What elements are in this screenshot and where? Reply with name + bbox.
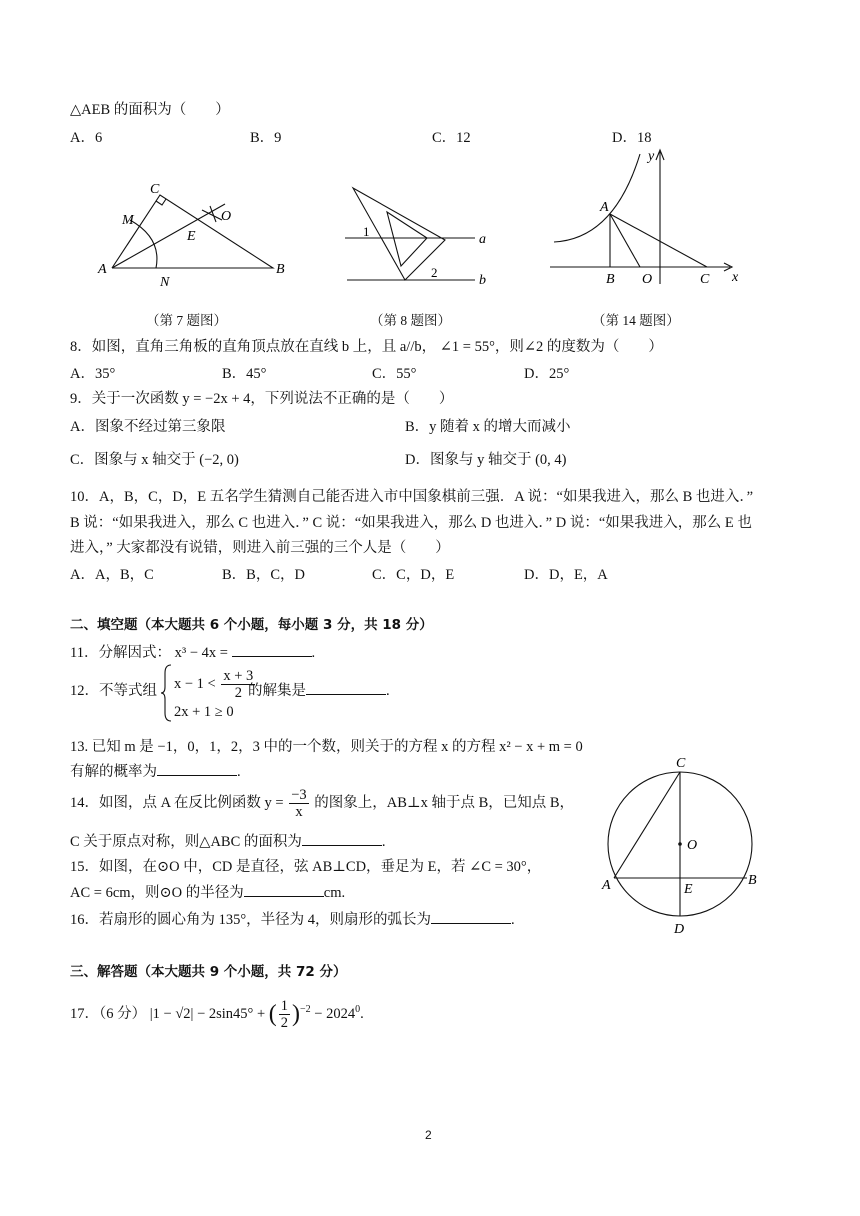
q10-option-c: C．C，D，E [372,567,455,583]
q17-end: . [360,1005,364,1022]
q13-line-2-text: 有解的概率为 [70,764,157,780]
q10-line-1: 10．A，B，C，D，E 五名学生猜测自己能否进入市中国象棋前三强．A 说：“如果我进入，那么 B 也进入．” [70,489,754,505]
fig15-label-b: B [748,873,757,888]
fig7-label-o: O [221,209,232,224]
q12-answer-blank[interactable] [306,682,386,695]
q8-text: 8．如图，直角三角板的直角顶点放在直线 b 上，且 a//b， ∠1 = 55°，则∠2 的度数为（ ） [70,339,663,355]
q17-prefix: 17．（6 分） [70,1005,147,1022]
fig7-label-e: E [187,229,196,244]
figure-8 [335,176,495,291]
q12-brace [160,663,174,723]
fig15-label-c: C [676,756,686,771]
q14-answer-blank[interactable] [302,833,382,846]
fig8-label-1: 1 [363,224,370,239]
q17-expr-b: − 2024 [314,1005,356,1022]
fig8-label-2: 2 [431,265,438,280]
q10-line-2: B 说：“如果我进入，那么 C 也进入．” C 说：“如果我进入，那么 D 也进入．” D 说：“如果我进入，那么 E 也 [70,515,752,531]
fig15-label-e: E [684,882,693,897]
q17-paren-open: ( [268,1001,277,1027]
q8-option-b: B．45° [222,366,267,382]
q12-ineq-1 [174,668,257,701]
q14-end: . [381,834,386,850]
q10-line-3: 进入，” 大家都没有说错，则进入前三强的三个人是（ ） [70,540,450,556]
q13-answer-blank[interactable] [157,763,237,776]
fig15-label-a: A [602,878,611,893]
q15-end: cm. [323,885,346,901]
q17-fraction [279,998,290,1031]
fig14-label-y: y [648,149,655,164]
figure-15 [598,750,768,936]
fig7-label-a: A [98,262,107,277]
q16-answer-blank[interactable] [431,911,511,924]
fig15-center-dot [678,842,682,846]
section-3-heading: 三、解答题（本大题共 9 个小题，共 72 分） [70,964,347,980]
q16 [70,908,515,929]
q14-line-2 [70,830,386,851]
q17 [70,998,364,1031]
q10-option-b: B．B，C，D [222,567,305,583]
q17-paren-close: ) [292,1001,301,1027]
q14-part2: 的图象上，AB⊥x 轴于点 B，已知点 B， [314,794,575,811]
q14-frac-num: −3 [291,787,307,803]
q17-exponent: −2 [300,1004,311,1015]
fig7-label-c: C [150,182,160,197]
q7-option-d: D．18 [612,130,652,146]
q9-option-b: B．y 随着 x 的增大而减小 [405,419,571,435]
q8-option-d: D．25° [524,366,570,382]
q17-frac-num: 1 [280,998,289,1014]
fig14-label-c: C [700,272,710,287]
fig7-label-m: M [122,213,134,228]
q12-prefix: 12．不等式组 [70,683,157,699]
q15-line-2-text: AC = 6cm，则⊙O 的半径为 [70,885,244,901]
fig7-label-n: N [160,275,170,290]
fig14-label-b: B [606,272,615,287]
q17-expr-a: |1 − √2| − 2sin45° + [149,1005,266,1022]
q8-option-c: C．55° [372,366,417,382]
fig15-label-o: O [687,838,698,853]
q12-suffix-text: 的解集是 [248,683,306,699]
fig7-label-b: B [276,262,285,277]
q7-option-c: C．12 [432,130,471,146]
q14-part1: 14．如图，点 A 在反比例函数 y = [70,794,284,811]
q15-line-1: 15．如图，在⊙O 中，CD 是直径，弦 AB⊥CD，垂足为 E，若 ∠C = 30°， [70,859,542,875]
fig14-label-o: O [642,272,653,287]
q16-end: . [511,912,515,928]
fig7-caption: （第 7 题图） [146,313,227,328]
q9-option-a: A．图象不经过第三象限 [70,419,226,435]
q9-option-d: D．图象与 y 轴交于 (0, 4) [405,452,567,468]
q13-end: . [237,764,241,780]
q7-option-b: B．9 [250,130,282,146]
figure-14 [542,144,747,294]
fig15-label-d: D [674,922,685,936]
q12-frac-num: x + 3 [223,668,254,684]
q17-exponent-0: 0 [355,1004,361,1015]
q12-ineq-2: 2x + 1 ≥ 0 [174,704,234,720]
q10-option-a: A．A，B，C [70,567,154,583]
q9-text: 9．关于一次函数 y = −2x + 4，下列说法不正确的是（ ） [70,391,454,407]
figure-7 [90,176,300,291]
q7-option-a: A．6 [70,130,103,146]
q16-text: 16．若扇形的圆心角为 135°，半径为 4，则扇形的弧长为 [70,912,432,928]
fig14-label-x: x [732,270,739,285]
q14-fraction [289,787,308,820]
q13-line-2 [70,760,241,781]
q7-tail: △AEB 的面积为（ ） [70,102,230,118]
fig14-label-a: A [600,200,609,215]
q14-frac-den: x [295,804,303,820]
q11-answer-blank[interactable] [232,644,312,657]
q13-line-1: 13. 已知 m 是 −1，0，1，2，3 中的一个数，则关于的方程 x 的方程 x² − x + m = 0 [70,739,583,755]
q15-answer-blank[interactable] [244,884,324,897]
q9-option-c: C．图象与 x 轴交于 (−2, 0) [70,452,239,468]
q15-line-2 [70,881,345,902]
q12-end: . [386,683,390,699]
fig8-label-a: a [479,232,486,247]
q11-prefix: 11．分解因式： [70,645,171,661]
q12-suffix [248,679,390,700]
fig8-caption: （第 8 题图） [370,313,451,328]
q11-end: . [311,645,316,661]
fig8-label-b: b [479,273,486,288]
q11 [70,641,315,662]
q12-ineq1-left: x − 1 < [174,675,216,692]
q14-line-1 [70,787,574,820]
q10-option-d: D．D，E，A [524,567,608,583]
q14-line2-text: C 关于原点对称，则△ABC 的面积为 [70,834,302,850]
q11-expr: x³ − 4x = [174,645,228,661]
q17-frac-den: 2 [280,1015,289,1031]
q12-frac-den: 2 [234,685,242,701]
q8-option-a: A．35° [70,366,116,382]
section-2-heading: 二、填空题（本大题共 6 个小题，每小题 3 分，共 18 分） [70,617,433,633]
page-number: 2 [425,1128,432,1142]
fig14-caption: （第 14 题图） [592,313,680,328]
